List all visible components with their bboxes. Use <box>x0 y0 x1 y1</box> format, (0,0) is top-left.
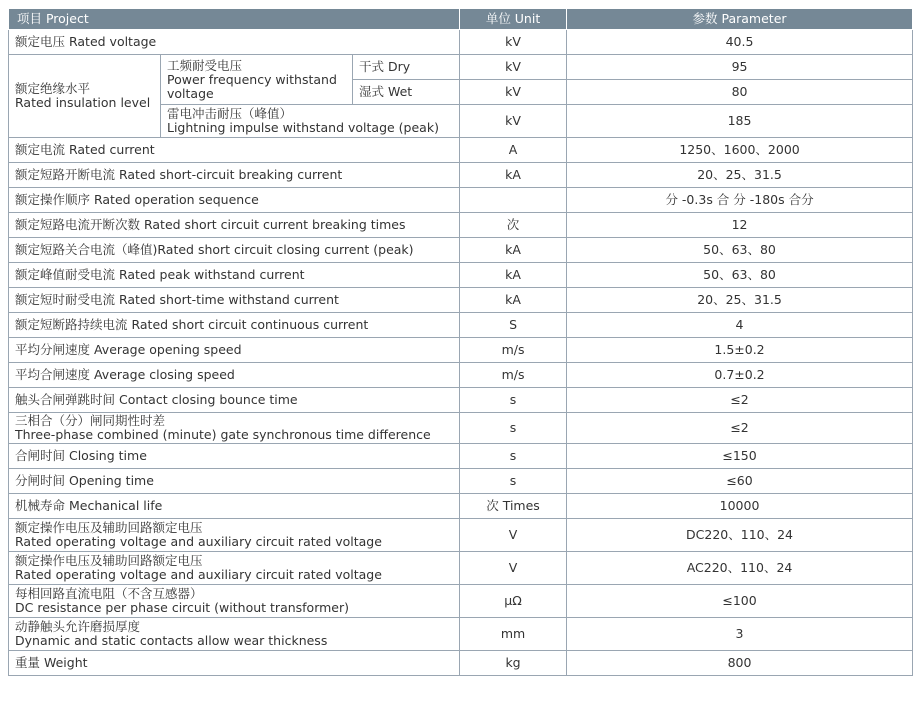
row-value: 50、63、80 <box>567 238 913 263</box>
header-parameter: 参数 Parameter <box>567 9 913 30</box>
header-project: 项目 Project <box>9 9 460 30</box>
table-row <box>9 163 913 188</box>
row-unit: V <box>460 519 567 552</box>
spec-table <box>8 8 913 676</box>
row-value: 40.5 <box>567 30 913 55</box>
row-unit: s <box>460 469 567 494</box>
table-row <box>9 288 913 313</box>
row-value: AC220、110、24 <box>567 552 913 585</box>
row-unit: s <box>460 444 567 469</box>
power-frequency-label-cn: 工频耐受电压 <box>167 57 243 73</box>
table-row <box>9 55 913 80</box>
row-label-en: Rated operating voltage and auxiliary circuit rated voltage <box>15 567 382 582</box>
row-value: 50、63、80 <box>567 263 913 288</box>
table-row <box>9 444 913 469</box>
row-label-cn: 额定操作电压及辅助回路额定电压 <box>15 553 203 568</box>
row-label: 合闸时间 Closing time <box>9 444 460 469</box>
row-label-en: Three-phase combined (minute) gate synchronous time difference <box>15 427 431 442</box>
table-row <box>9 313 913 338</box>
row-unit: 次 <box>460 213 567 238</box>
row-label: 平均分闸速度 Average opening speed <box>9 338 460 363</box>
row-unit: kA <box>460 163 567 188</box>
row-value: 分 -0.3s 合 分 -180s 合分 <box>567 188 913 213</box>
insulation-label <box>9 55 161 138</box>
table-row <box>9 188 913 213</box>
lightning-impulse-label-cn: 雷电冲击耐压（峰值） <box>167 106 293 121</box>
row-unit: m/s <box>460 363 567 388</box>
table-row <box>9 138 913 163</box>
row-unit: V <box>460 552 567 585</box>
row-value: DC220、110、24 <box>567 519 913 552</box>
row-label-cn: 每相回路直流电阻（不含互感器） <box>15 586 203 601</box>
row-value: 12 <box>567 213 913 238</box>
row-label: 额定短路电流开断次数 Rated short circuit current breaking times <box>9 213 460 238</box>
row-value: 20、25、31.5 <box>567 288 913 313</box>
row-label: 额定短时耐受电流 Rated short-time withstand current <box>9 288 460 313</box>
row-value: 95 <box>567 55 913 80</box>
row-value: ≤2 <box>567 413 913 444</box>
row-value: ≤2 <box>567 388 913 413</box>
row-unit: A <box>460 138 567 163</box>
row-unit: s <box>460 388 567 413</box>
row-value: 3 <box>567 618 913 651</box>
row-value: ≤100 <box>567 585 913 618</box>
row-value: 20、25、31.5 <box>567 163 913 188</box>
row-label: 额定短断路持续电流 Rated short circuit continuous current <box>9 313 460 338</box>
row-unit: mm <box>460 618 567 651</box>
row-unit: kA <box>460 263 567 288</box>
dry-label: 干式 Dry <box>353 55 460 80</box>
row-label: 触头合闸弹跳时间 Contact closing bounce time <box>9 388 460 413</box>
table-row <box>9 238 913 263</box>
row-value: 1250、1600、2000 <box>567 138 913 163</box>
row-label: 额定电流 Rated current <box>9 138 460 163</box>
insulation-label-cn: 额定绝缘水平 <box>15 81 91 96</box>
wet-label: 湿式 Wet <box>353 80 460 105</box>
table-row <box>9 469 913 494</box>
row-label <box>9 413 460 444</box>
row-unit: kV <box>460 105 567 138</box>
table-row <box>9 618 913 651</box>
table-row <box>9 363 913 388</box>
row-label-en: DC resistance per phase circuit (without transformer) <box>15 600 350 615</box>
row-value: 185 <box>567 105 913 138</box>
row-unit: s <box>460 413 567 444</box>
row-unit: kA <box>460 238 567 263</box>
row-value: 10000 <box>567 494 913 519</box>
row-unit: kA <box>460 288 567 313</box>
row-value: ≤150 <box>567 444 913 469</box>
row-unit: μΩ <box>460 585 567 618</box>
row-unit: kg <box>460 651 567 676</box>
table-row <box>9 338 913 363</box>
row-label-cn: 动静触头允许磨损厚度 <box>15 619 141 634</box>
table-row <box>9 494 913 519</box>
row-label <box>9 552 460 585</box>
header-row <box>9 9 913 30</box>
table-row <box>9 519 913 552</box>
row-label <box>9 585 460 618</box>
row-label: 平均合闸速度 Average closing speed <box>9 363 460 388</box>
row-label-en: Rated operating voltage and auxiliary circuit rated voltage <box>15 534 382 549</box>
row-unit: 次 Times <box>460 494 567 519</box>
row-label-en: Dynamic and static contacts allow wear thickness <box>15 633 328 648</box>
table-row <box>9 552 913 585</box>
table-row <box>9 651 913 676</box>
table-row <box>9 413 913 444</box>
row-label: 重量 Weight <box>9 651 460 676</box>
table-row <box>9 213 913 238</box>
row-label-cn: 三相合（分）闸同期性时差 <box>15 413 166 428</box>
row-label: 额定峰值耐受电流 Rated peak withstand current <box>9 263 460 288</box>
table-row <box>9 30 913 55</box>
row-label: 额定电压 Rated voltage <box>9 30 460 55</box>
row-label: 分闸时间 Opening time <box>9 469 460 494</box>
row-label: 额定短路开断电流 Rated short-circuit breaking current <box>9 163 460 188</box>
row-value: 0.7±0.2 <box>567 363 913 388</box>
row-value: 80 <box>567 80 913 105</box>
row-unit: kV <box>460 80 567 105</box>
lightning-impulse-label-en: Lightning impulse withstand voltage (peak) <box>167 120 439 135</box>
header-unit: 单位 Unit <box>460 9 567 30</box>
row-value: 4 <box>567 313 913 338</box>
row-value: 800 <box>567 651 913 676</box>
row-label: 额定短路关合电流（峰值)Rated short circuit closing current (peak) <box>9 238 460 263</box>
row-value: 1.5±0.2 <box>567 338 913 363</box>
power-frequency-label <box>161 55 353 105</box>
row-label <box>9 618 460 651</box>
row-unit: m/s <box>460 338 567 363</box>
row-unit <box>460 188 567 213</box>
row-label: 额定操作顺序 Rated operation sequence <box>9 188 460 213</box>
row-label-cn: 额定操作电压及辅助回路额定电压 <box>15 520 203 535</box>
row-label <box>9 519 460 552</box>
row-unit: kV <box>460 55 567 80</box>
row-label: 机械寿命 Mechanical life <box>9 494 460 519</box>
table-row <box>9 585 913 618</box>
lightning-impulse-label <box>161 105 460 138</box>
power-frequency-label-en: Power frequency withstand voltage <box>167 71 337 101</box>
row-unit: kV <box>460 30 567 55</box>
table-row <box>9 263 913 288</box>
row-value: ≤60 <box>567 469 913 494</box>
table-row <box>9 388 913 413</box>
row-unit: S <box>460 313 567 338</box>
insulation-label-en: Rated insulation level <box>15 95 151 110</box>
